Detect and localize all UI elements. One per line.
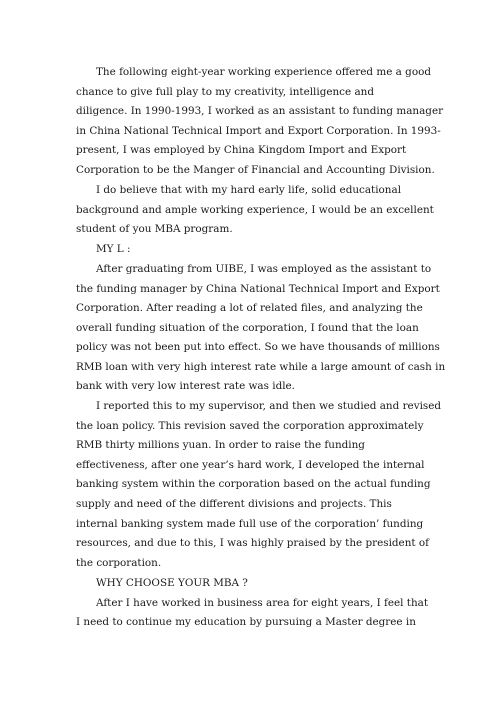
text-line: student of you MBA program. — [76, 223, 233, 235]
text-line: banking system within the corporation based on the actual funding — [76, 478, 431, 490]
text-line: present, I was employed by China Kingdom Import and Export — [76, 144, 407, 156]
text-line: After graduating from UIBE, I was employed as the assistant to — [96, 263, 432, 275]
text-line: Corporation. After reading a lot of related files, and analyzing the — [76, 302, 423, 314]
text-line: I reported this to my supervisor, and then we studied and revised — [96, 400, 442, 412]
text-line: background and ample working experience, I would be an excellent — [76, 204, 434, 216]
text-line: the funding manager by China National Technical Import and Export — [76, 283, 440, 295]
text-line: RMB thirty millions yuan. In order to raise the funding — [76, 439, 365, 451]
section-heading: MY L : — [96, 243, 131, 255]
text-line: chance to give full play to my creativity, intelligence and — [76, 86, 374, 98]
text-line: The following eight-year working experience offered me a good — [96, 66, 431, 78]
text-line: internal banking system made full use of the corporation’ funding — [76, 518, 424, 530]
text-line: supply and need of the different divisions and projects. This — [76, 498, 392, 510]
text-line: the corporation. — [76, 557, 162, 569]
text-line: in China National Technical Import and Export Corporation. In 1993- — [76, 125, 441, 137]
text-line: effectiveness, after one year’s hard work, I developed the internal — [76, 459, 425, 471]
text-line: RMB loan with very high interest rate while a large amount of cash in — [76, 361, 446, 373]
text-line: the loan policy. This revision saved the corporation approximately — [76, 420, 424, 432]
text-line: I do believe that with my hard early life, solid educational — [96, 184, 402, 196]
text-line: After I have worked in business area for eight years, I feel that — [96, 597, 429, 609]
text-line: bank with very low interest rate was idle. — [76, 380, 295, 392]
section-heading: WHY CHOOSE YOUR MBA ? — [96, 577, 248, 589]
text-line: Corporation to be the Manger of Financial and Accounting Division. — [76, 164, 435, 176]
text-line: I need to continue my education by pursuing a Master degree in — [76, 616, 416, 628]
text-line: policy was not been put into effect. So we have thousands of millions — [76, 341, 440, 353]
text-line: diligence. In 1990-1993, I worked as an assistant to funding manager — [76, 105, 444, 117]
text-line: resources, and due to this, I was highly praised by the president of — [76, 537, 429, 549]
text-line: overall funding situation of the corporation, I found that the loan — [76, 322, 419, 334]
